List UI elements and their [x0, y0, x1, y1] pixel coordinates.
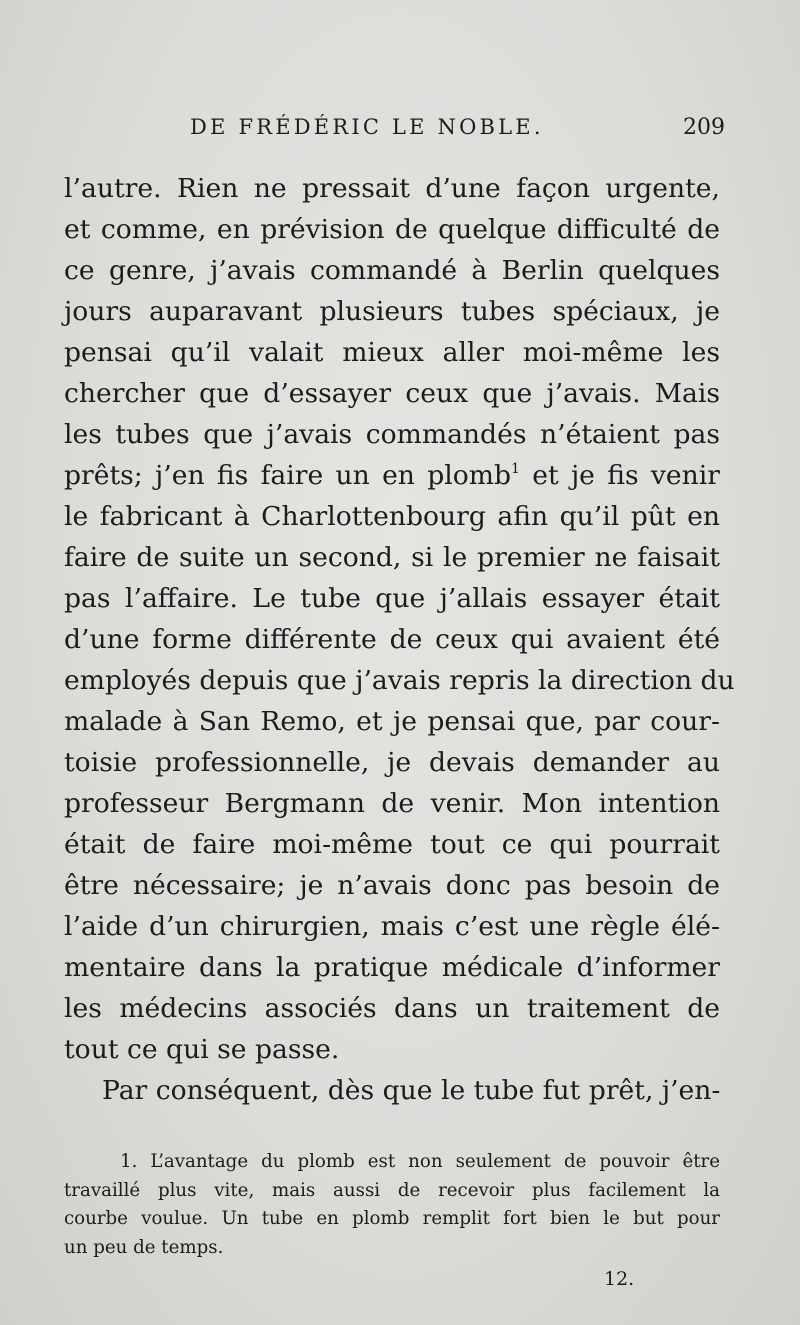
footnote-line: courbe voulue. Un tube en plomb remplit fort bien le but pour — [64, 1208, 720, 1229]
text-line: chercher que d’essayer ceux que j’avais. Mais — [64, 378, 720, 409]
text-line: toisie professionnelle, je devais demander au — [64, 747, 720, 778]
paragraph-start-line: Par conséquent, dès que le tube fut prêt, j’en- — [102, 1075, 721, 1106]
text-line-with-footnote — [64, 455, 720, 496]
text-line: malade à San Remo, et je pensai que, par cour- — [64, 706, 720, 737]
text-line: d’une forme différente de ceux qui avaient été — [64, 624, 720, 655]
body-text — [64, 168, 735, 1111]
running-title: DE FRÉDÉRIC LE NOBLE. — [190, 115, 544, 139]
page-number: 209 — [683, 115, 725, 140]
text-line: l’aide d’un chirurgien, mais c’est une règle élé- — [64, 911, 720, 942]
footnote-line: travaillé plus vite, mais aussi de recevoir plus facilement la — [64, 1179, 720, 1201]
text-line: et comme, en prévision de quelque difficulté de — [64, 214, 720, 245]
footnote-reference[interactable]: 1 — [511, 461, 520, 477]
text-line: faire de suite un second, si le premier ne faisait — [64, 542, 720, 573]
text-line: les tubes que j’avais commandés n’étaient pas — [64, 419, 720, 450]
footnote-line: un peu de temps. — [64, 1236, 224, 1258]
text-line-head: prêts; j’en fis faire un en plomb — [64, 460, 512, 491]
text-line: professeur Bergmann de venir. Mon intention — [64, 788, 720, 819]
text-line: jours auparavant plusieurs tubes spéciaux, je — [64, 296, 720, 327]
text-line: l’autre. Rien ne pressait d’une façon urgente, — [64, 173, 720, 204]
footnote-line: 1. L’avantage du plomb est non seulement de pouvoir être — [120, 1151, 720, 1172]
text-line: pensai qu’il valait mieux aller moi-même les — [64, 337, 720, 368]
text-line: mentaire dans la pratique médicale d’informer — [64, 952, 720, 983]
text-line: pas l’affaire. Le tube que j’allais essayer était — [64, 583, 720, 614]
printer-signature-mark: 12. — [604, 1268, 635, 1290]
text-line-tail: et je fis venir — [519, 460, 720, 491]
text-line: était de faire moi-même tout ce qui pourrait — [64, 829, 720, 860]
text-line: tout ce qui se passe. — [64, 1034, 340, 1065]
text-line: être nécessaire; je n’avais donc pas besoin de — [64, 870, 720, 901]
text-line: employés depuis que j’avais repris la direction du — [64, 665, 735, 696]
text-line: ce genre, j’avais commandé à Berlin quelques — [64, 255, 720, 286]
text-line: le fabricant à Charlottenbourg afin qu’il pût en — [64, 501, 720, 532]
text-line: les médecins associés dans un traitement de — [64, 993, 720, 1024]
footnote — [64, 1148, 720, 1262]
page-header — [190, 115, 725, 145]
